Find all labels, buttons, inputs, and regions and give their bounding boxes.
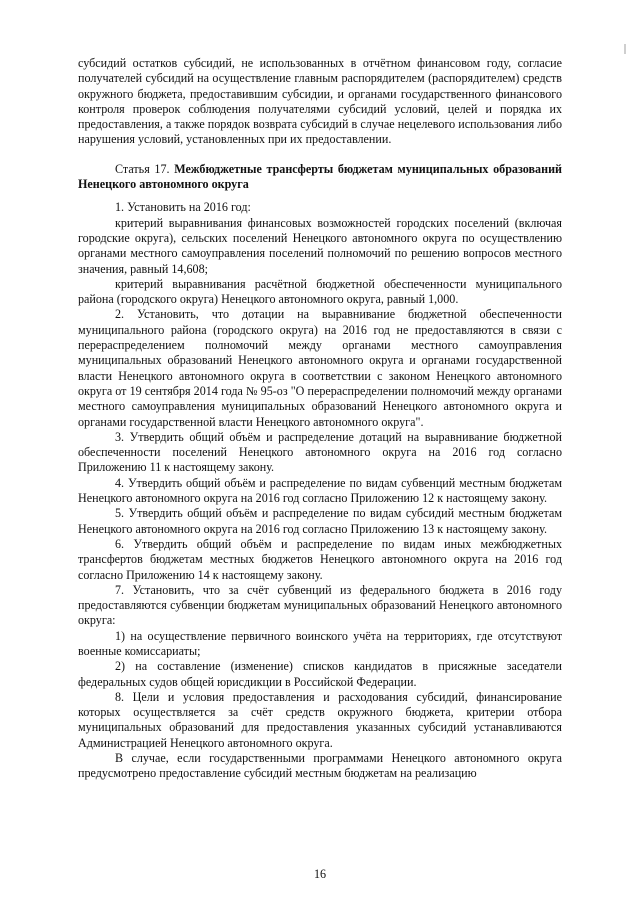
- paragraph: 1. Установить на 2016 год:: [115, 200, 251, 215]
- paragraph: В случае, если государственными программами Ненецкого автономного округа предусмотрено предоставление субсидий местным бюджетам на реализацию: [78, 751, 562, 781]
- paragraph: 7. Установить, что за счёт субвенций из федерального бюджета в 2016 году предоставляются субвенции бюджетам муниципальных образований Ненецкого автономного округа:: [78, 582, 562, 628]
- paragraph: 3. Утвердить общий объём и распределение дотаций на выравнивание бюджетной обеспеченности поселений Ненецкого автономного округа на 2016 год согласно Приложению 11 к настоящему закону.: [78, 429, 562, 475]
- paragraph-continuation: субсидий остатков субсидий, не использованных в отчётном финансовом году, согласие получателей субсидий на осуществление главным распорядителем (распорядителем) средств окружного бюджета, предоставившим субсидии, и органами государственного финансового контроля проверок соблюдения получателями субсидий условий, целей и порядка их предоставления, а также порядок возврата субсидий в случае нецелевого использования либо нарушения условий, установленных при их предоставлении.: [78, 56, 562, 147]
- article-number: Статья 17.: [115, 161, 170, 176]
- paragraph: 4. Утвердить общий объём и распределение по видам субвенций местным бюджетам Ненецкого автономного округа на 2016 год согласно Приложению 12 к настоящему закону.: [78, 475, 562, 506]
- paragraph: 8. Цели и условия предоставления и расходования субсидий, финансирование которых осуществляется за счёт средств окружного бюджета, критерии отбора муниципальных образований для предоставления указанных субсидий устанавливаются Администрацией Ненецкого автономного округа.: [78, 689, 562, 750]
- paragraph: критерий выравнивания расчётной бюджетной обеспеченности муниципального района (городского округа) Ненецкого автономного округа, равный 1,000.: [78, 276, 562, 307]
- paragraph: критерий выравнивания финансовых возможностей городских поселений (включая городские округа), сельских поселений Ненецкого автономного округа по осуществлению органами местного самоуправления поселений полномочий по решению вопросов местного значения, равный 14,608;: [78, 215, 562, 276]
- paragraph: 6. Утвердить общий объём и распределение по видам иных межбюджетных трансфертов бюджетам местных бюджетов Ненецкого автономного округа на 2016 год согласно Приложению 14 к настоящему закону.: [78, 536, 562, 582]
- page-content: [78, 56, 562, 782]
- article-title: Межбюджетные трансферты бюджетам муниципальных образований Ненецкого автономного округа: [78, 161, 563, 192]
- paragraph: 5. Утвердить общий объём и распределение по видам субсидий местным бюджетам Ненецкого автономного округа на 2016 год согласно Приложению 13 к настоящему закону.: [78, 506, 562, 536]
- paragraph: 2. Установить, что дотации на выравнивание бюджетной обеспеченности муниципального района (городского округа) на 2016 год не предоставляются в связи с перераспределением полномочий между органами местного самоуправления муниципальных образований Ненецкого автономного округа и органами государственной власти Ненецкого автономного округа в соответствии с законом Ненецкого автономного округа от 19 сентября 2014 года № 95-оз "О перераспределении полномочий между органами местного самоуправления муниципальных образований Ненецкого автономного округа и органами государственной власти Ненецкого автономного округа".: [78, 307, 562, 429]
- article-heading: [78, 162, 562, 193]
- scan-mark: [624, 44, 626, 54]
- list-item: 2) на составление (изменение) списков кандидатов в присяжные заседатели федеральных судов общей юрисдикции в Российской Федерации.: [78, 659, 562, 689]
- page-number: 16: [313, 867, 327, 881]
- list-item: 1) на осуществление первичного воинского учёта на территориях, где отсутствуют военные комиссариаты;: [78, 628, 562, 658]
